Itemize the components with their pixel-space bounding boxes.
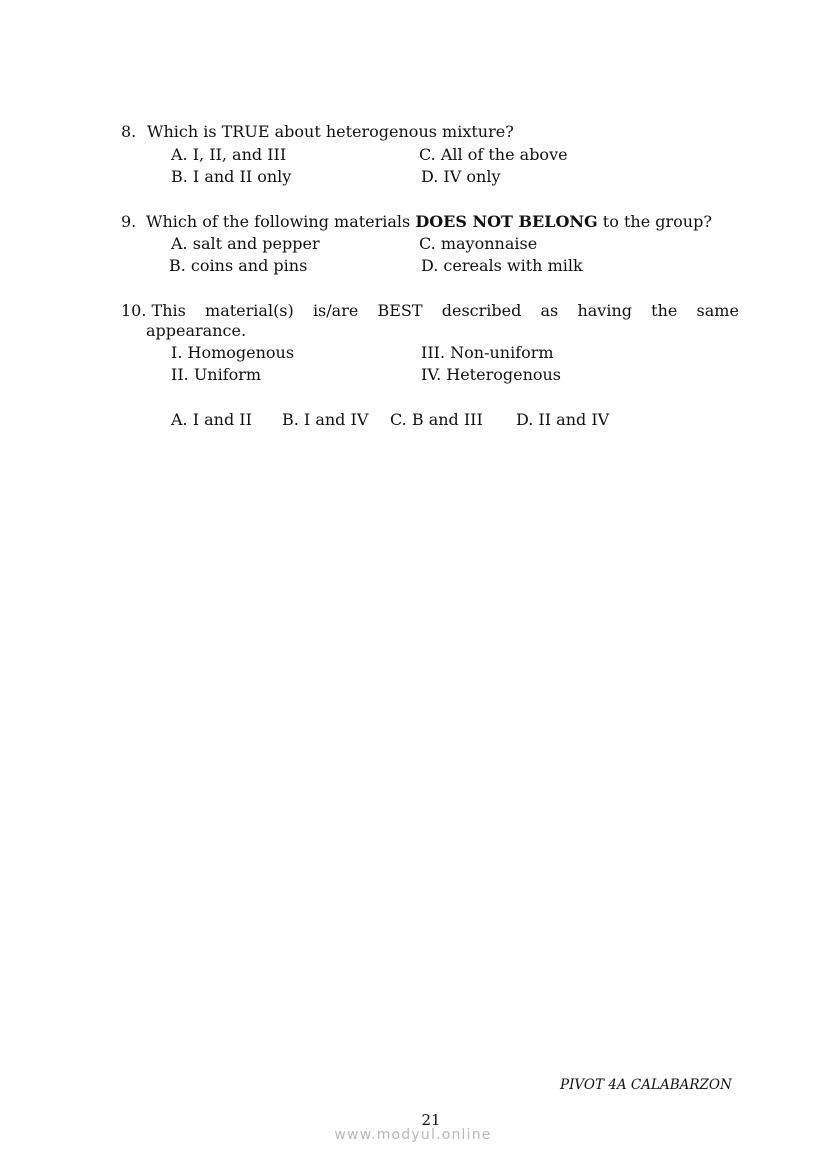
stem-word: the [651, 301, 678, 320]
option-a: A. salt and pepper [171, 234, 320, 253]
item-i: I. Homogenous [171, 343, 295, 362]
question-stem: Which is TRUE about heterogenous mixture? [147, 122, 514, 141]
item-iv: IV. Heterogenous [421, 365, 562, 384]
stem-emphasis: DOES NOT BELONG [415, 212, 598, 231]
question-stem [146, 212, 712, 232]
stem-word: This [151, 301, 186, 320]
question-stem-line [121, 301, 739, 321]
option-a: A. I and II [171, 410, 252, 429]
option-c: C. All of the above [419, 145, 568, 164]
stem-word: having [577, 301, 632, 320]
stem-word: described [441, 301, 522, 320]
stem-word: is/are [312, 301, 359, 320]
stem-word: as [540, 301, 559, 320]
option-d: D. cereals with milk [421, 256, 583, 275]
stem-word: BEST [377, 301, 423, 320]
footer-brand: PIVOT 4A CALABARZON [560, 1077, 732, 1093]
item-ii: II. Uniform [171, 365, 262, 384]
option-d: D. IV only [421, 167, 501, 186]
stem-continuation: appearance. [146, 321, 247, 340]
option-d: D. II and IV [516, 410, 610, 429]
question-number: 9. [121, 212, 137, 231]
stem-text: Which of the following materials [146, 212, 416, 231]
question-number-and-word [121, 301, 186, 321]
question-number: 8. [121, 122, 137, 141]
stem-word: same [696, 301, 739, 320]
stem-word: material(s) [205, 301, 294, 320]
option-a: A. I, II, and III [171, 145, 287, 164]
option-b: B. I and II only [171, 167, 292, 186]
option-b: B. coins and pins [169, 256, 308, 275]
option-c: C. B and III [390, 410, 483, 429]
item-iii: III. Non-uniform [421, 343, 554, 362]
option-c: C. mayonnaise [419, 234, 538, 253]
option-b: B. I and IV [282, 410, 369, 429]
watermark: www.modyul.online [334, 1127, 492, 1143]
question-number: 10. [121, 301, 147, 320]
page-number: 21 [421, 1111, 441, 1129]
stem-text: to the group? [597, 212, 712, 231]
